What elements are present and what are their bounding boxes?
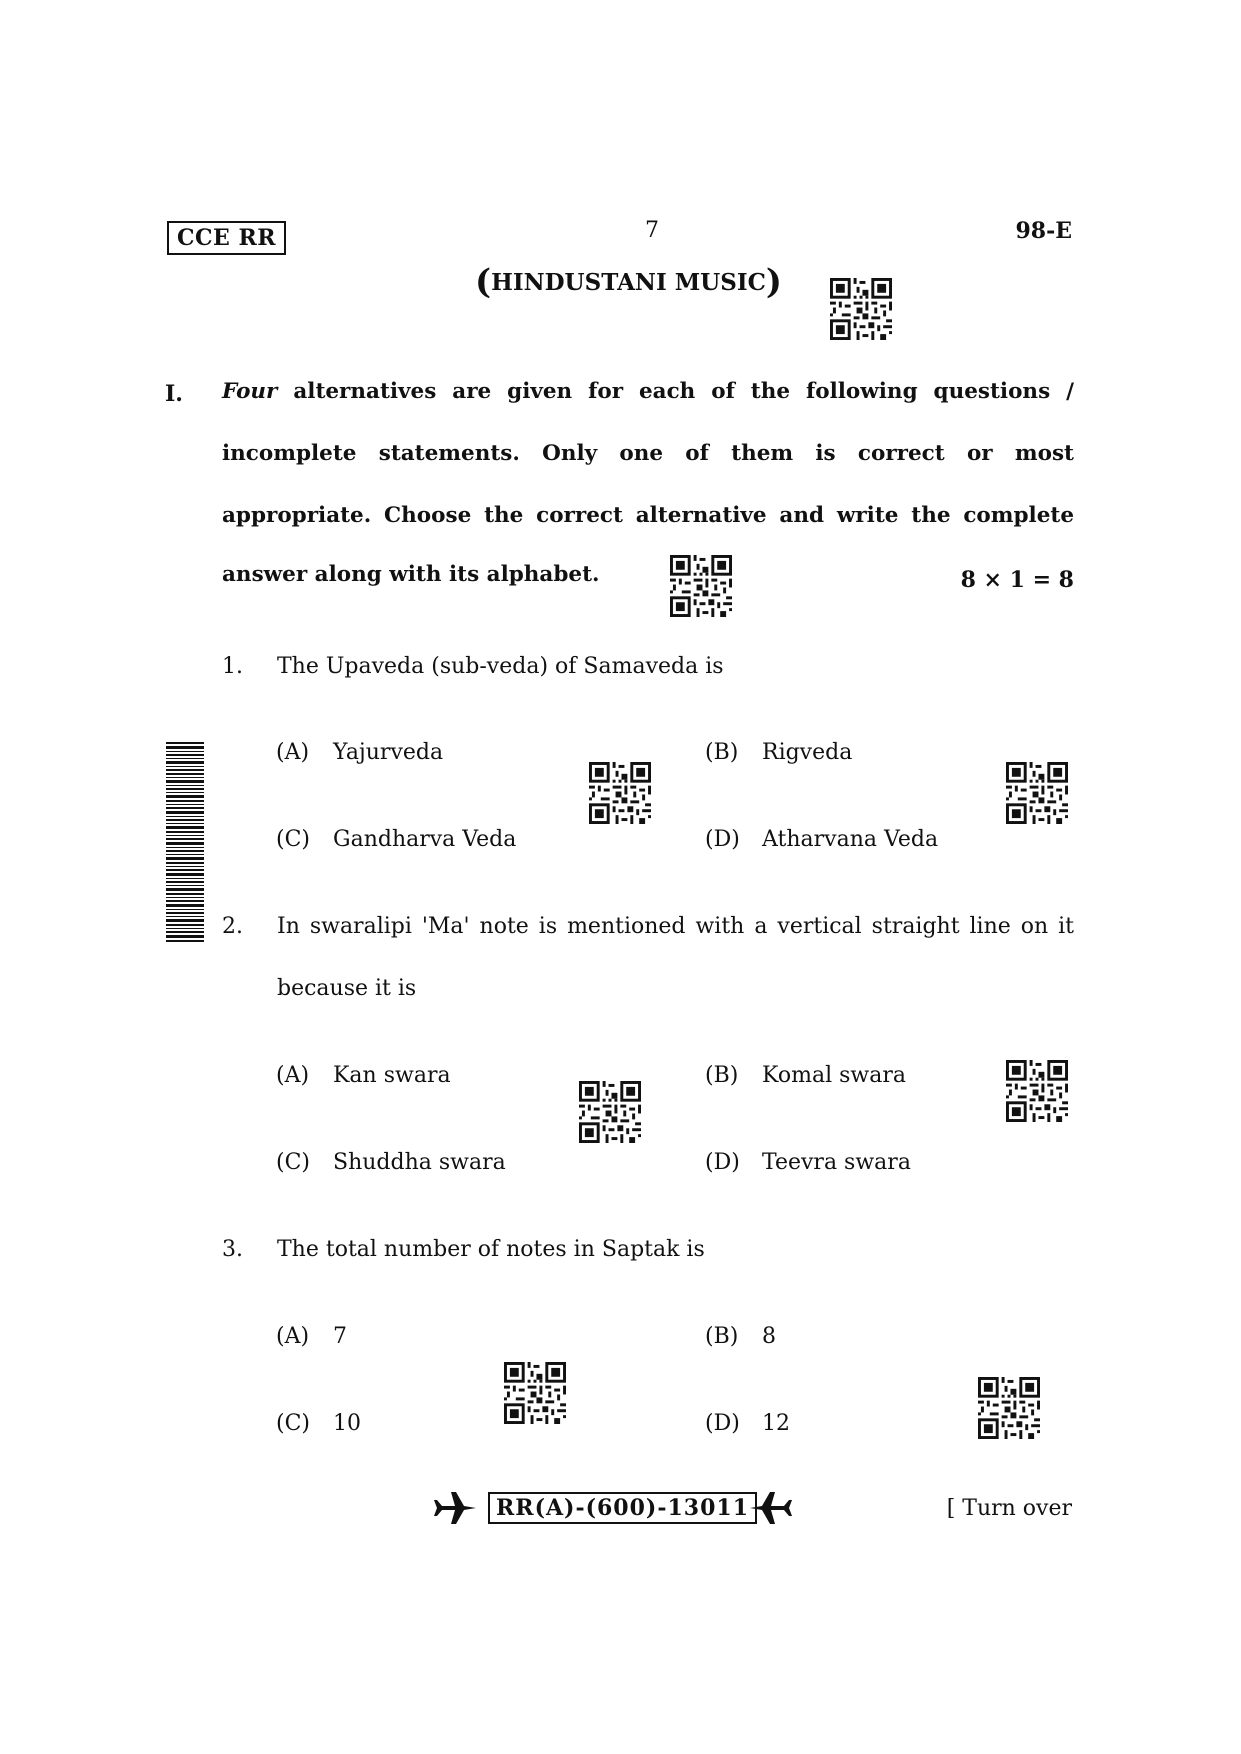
- option-text: Kan swara: [333, 1063, 451, 1088]
- instruction-line-2: incomplete statements. Only one of them is correct or most: [222, 441, 1074, 466]
- qr-code-icon: [579, 1081, 641, 1143]
- turn-over-note: [ Turn over: [946, 1496, 1072, 1521]
- question-text-line-1: In swaralipi 'Ma' note is mentioned with a vertical straight line on it: [277, 914, 1074, 939]
- instruction-lead-word: Four: [222, 379, 278, 404]
- question-text-line-2: because it is: [277, 976, 417, 1001]
- title-close-paren: ): [765, 262, 782, 302]
- option-text: Atharvana Veda: [762, 827, 939, 852]
- qr-code-icon: [830, 278, 892, 340]
- option-label: (C): [276, 1150, 310, 1175]
- question-text: The total number of notes in Saptak is: [277, 1237, 705, 1262]
- instruction-line-4: answer along with its alphabet.: [222, 562, 600, 587]
- instruction-line-1: [222, 381, 1074, 403]
- option-text: 10: [333, 1411, 361, 1436]
- instruction-line-1-rest: alternatives are given for each of the following questions /: [293, 379, 1074, 404]
- airplane-icon: [748, 1488, 792, 1528]
- footer-code: RR(A)-(600)-13011: [488, 1492, 757, 1524]
- option-label: (A): [276, 1324, 310, 1349]
- title-text: HINDUSTANI MUSIC: [491, 269, 766, 296]
- option-label: (B): [705, 1324, 739, 1349]
- question-number: 2.: [222, 914, 243, 939]
- question-number: 3.: [222, 1237, 243, 1262]
- option-text: Yajurveda: [333, 740, 444, 765]
- option-text: Teevra swara: [762, 1150, 911, 1175]
- option-text: Komal swara: [762, 1063, 906, 1088]
- option-text: 7: [333, 1324, 347, 1349]
- instruction-line-3: appropriate. Choose the correct alternative and write the complete: [222, 503, 1074, 528]
- option-label: (D): [705, 827, 740, 852]
- airplane-icon: [434, 1488, 478, 1528]
- qr-code-icon: [670, 555, 732, 617]
- question-number: 1.: [222, 654, 243, 679]
- header-box-label: CCE RR: [167, 221, 286, 255]
- option-text: 8: [762, 1324, 776, 1349]
- option-text: Shuddha swara: [333, 1150, 506, 1175]
- qr-code-icon: [978, 1377, 1040, 1439]
- option-label: (C): [276, 827, 310, 852]
- option-label: (D): [705, 1411, 740, 1436]
- option-label: (A): [276, 1063, 310, 1088]
- page-title: [475, 262, 782, 302]
- qr-code-icon: [1006, 1060, 1068, 1122]
- qr-code-icon: [1006, 762, 1068, 824]
- section-number: I.: [165, 381, 183, 407]
- option-text: Gandharva Veda: [333, 827, 517, 852]
- option-text: Rigveda: [762, 740, 853, 765]
- option-label: (B): [705, 740, 739, 765]
- option-label: (A): [276, 740, 310, 765]
- qr-code-icon: [504, 1362, 566, 1424]
- title-open-paren: (: [475, 262, 492, 302]
- page-number: 7: [645, 218, 659, 243]
- option-label: (C): [276, 1411, 310, 1436]
- option-text: 12: [762, 1411, 790, 1436]
- option-label: (D): [705, 1150, 740, 1175]
- paper-code: 98-E: [1015, 218, 1072, 244]
- option-label: (B): [705, 1063, 739, 1088]
- barcode-icon: [166, 742, 204, 942]
- qr-code-icon: [589, 762, 651, 824]
- question-text: The Upaveda (sub-veda) of Samaveda is: [277, 654, 724, 679]
- marks-scheme: 8 × 1 = 8: [960, 567, 1074, 593]
